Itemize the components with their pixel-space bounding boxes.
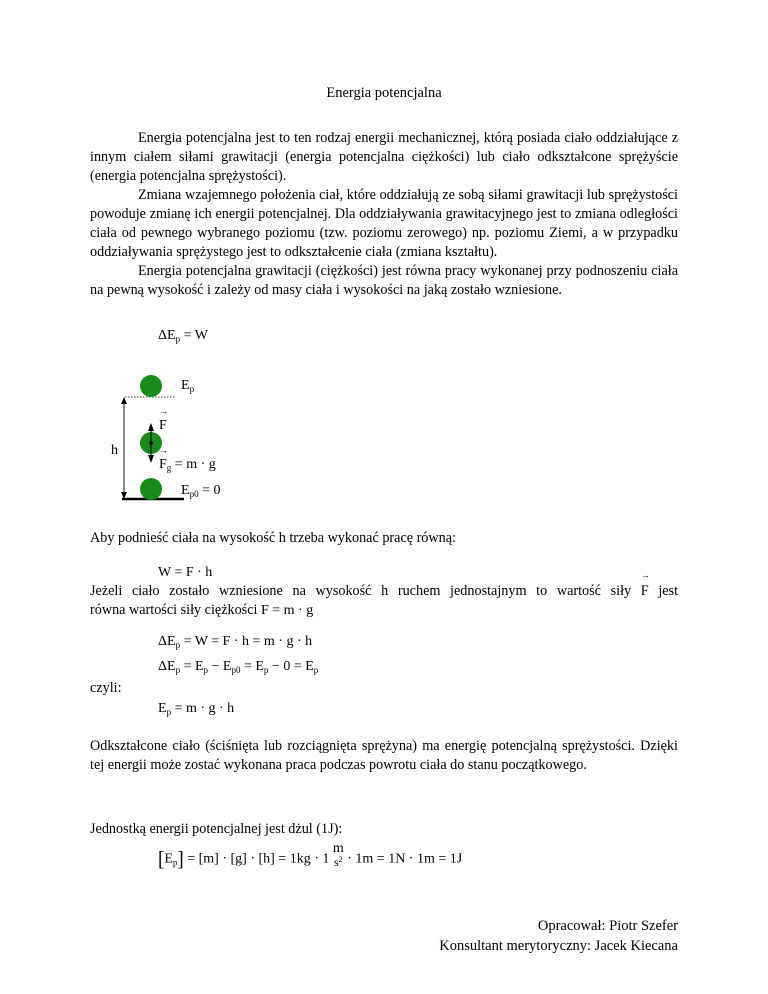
eq1-rhs: = W: [183, 328, 208, 343]
footer: [439, 916, 678, 956]
unit-den-base: s: [333, 855, 339, 869]
paragraph-elastic: Odkształcone ciało (ściśnięta lub rozciągnięta sprężyna) ma energię potencjalną sprężystości. Dzięki tej energii może zostać wykonana praca podczas powrotu ciała do stanu początkowego.: [90, 738, 678, 773]
height-arrow-head-top: [121, 397, 127, 404]
uniform-text-c: równa wartości siły ciężkości: [90, 602, 258, 618]
fg-rhs: = m · g: [174, 457, 216, 472]
footer-consultant: Konsultant merytoryczny: Jacek Kiecana: [439, 938, 678, 954]
eq5-sub-d: p: [263, 665, 269, 675]
uniform-line-1: [90, 582, 678, 601]
paragraph-definition: Energia potencjalna jest to ten rodzaj energii mechanicznej, którą posiada ciało oddziałujące z innym ciałem siłami grawitacji (energia potencjalna ciężkości) lub ciało odkształcone sprężyście (energia potencjalna sprężystości).: [90, 130, 678, 184]
eq5-sub-e: p: [313, 665, 319, 675]
ep-letter: E: [181, 378, 190, 393]
ep-sub: p: [189, 384, 195, 394]
label-h: h: [111, 443, 118, 458]
label-ep0: [181, 483, 220, 499]
force-arrow-down: [148, 455, 154, 463]
unit-den-sup: 2: [338, 855, 343, 864]
label-fg: [159, 457, 216, 473]
unit-rhs: · 1m = 1N · 1m = 1J: [347, 851, 463, 867]
eq5-b: = E: [183, 659, 204, 674]
bracket-close: ]: [177, 847, 184, 871]
ep0-sub: p0: [189, 489, 199, 499]
label-ep: [181, 378, 194, 394]
eq5-a: ΔE: [158, 659, 176, 674]
unit-mid: = [m] · [g] · [h] = 1kg · 1: [187, 851, 330, 867]
uniform-text-a: Jeżeli ciało zostało wzniesione na wysokość h ruchem jednostajnym to wartość siły: [90, 583, 632, 599]
ep0-letter: E: [181, 483, 190, 498]
force-arrow-up: [148, 423, 154, 431]
eq5-e: − 0 = E: [271, 659, 314, 674]
eq5-d: = E: [243, 659, 264, 674]
eq5-sub-a: p: [175, 665, 181, 675]
equation-energy-work: [158, 634, 312, 650]
equation-units: [158, 841, 463, 872]
paragraph-uniform-motion: [90, 582, 678, 620]
equation-work: W = F · h: [158, 565, 213, 580]
unit-e: E: [164, 851, 173, 867]
equation-final: [158, 701, 234, 717]
center-dot: [149, 441, 153, 445]
eq6-lhs: E: [158, 701, 167, 716]
intro-section: [90, 129, 678, 300]
unit-frac-den: [333, 854, 344, 868]
eq5-c: − E: [211, 659, 232, 674]
paragraph-unit-intro: Jednostką energii potencjalnej jest dżul (1J):: [90, 821, 343, 837]
page-title: Energia potencjalna: [326, 85, 442, 101]
eq6-sub: p: [166, 707, 172, 717]
label-f: [159, 418, 167, 434]
eq4-rhs: = W = F · h = m · g · h: [183, 634, 313, 649]
eq4-lhs: ΔE: [158, 634, 176, 649]
uniform-text-b: jest: [658, 583, 679, 599]
ep0-rhs: = 0: [202, 483, 221, 498]
fg-sub: g: [166, 463, 172, 473]
bracket-open: [: [158, 847, 165, 871]
inline-weight-eq: F = m · g: [260, 603, 314, 618]
unit-fraction: [333, 843, 344, 868]
eq1-lhs: ΔE: [158, 328, 176, 343]
fg-letter: → F: [159, 457, 167, 473]
eq5-sub-b: p: [203, 665, 209, 675]
eq5-sub-c: p0: [231, 665, 241, 675]
paragraph-work-intro: Aby podnieść ciała na wysokość h trzeba wykonać pracę równą:: [90, 530, 456, 546]
equation-delta-ep-w: [158, 328, 208, 344]
eq1-sub: p: [175, 334, 181, 344]
unit-e-sub: p: [172, 857, 178, 868]
ball-top: [140, 375, 162, 397]
eq4-sub: p: [175, 640, 181, 650]
f-letter: → F: [159, 418, 167, 434]
uniform-line-2: [90, 601, 678, 620]
paragraph-gravity: Energia potencjalna grawitacji (ciężkości) jest równa pracy wykonanej przy podnoszeniu ciała na pewną wysokość i zależy od masy ciała i wysokości na jaką zostało wzniesione.: [90, 263, 678, 298]
unit-frac-num: m: [332, 841, 344, 856]
eq6-rhs: = m · g · h: [174, 701, 235, 716]
uniform-f-vector: → F: [641, 582, 649, 601]
paragraph-change: Zmiana wzajemnego położenia ciał, które oddziałują ze sobą siłami grawitacji lub sprężystości powoduje zmianę ich energii potencjalnej. Dla oddziaływania grawitacyjnego jest to zmiana odległości ciała od pewnego wybranego poziomu (tzw. poziomu zerowego) np. poziomu Ziemi, a w przypadku oddziaływania sprężystego jest to odkształcenie ciała (zmiana kształtu).: [90, 187, 678, 260]
label-czyli: czyli:: [90, 680, 122, 696]
footer-author: Opracował: Piotr Szefer: [537, 918, 678, 934]
ball-bottom: [140, 478, 162, 500]
equation-energy-difference: [158, 659, 318, 675]
